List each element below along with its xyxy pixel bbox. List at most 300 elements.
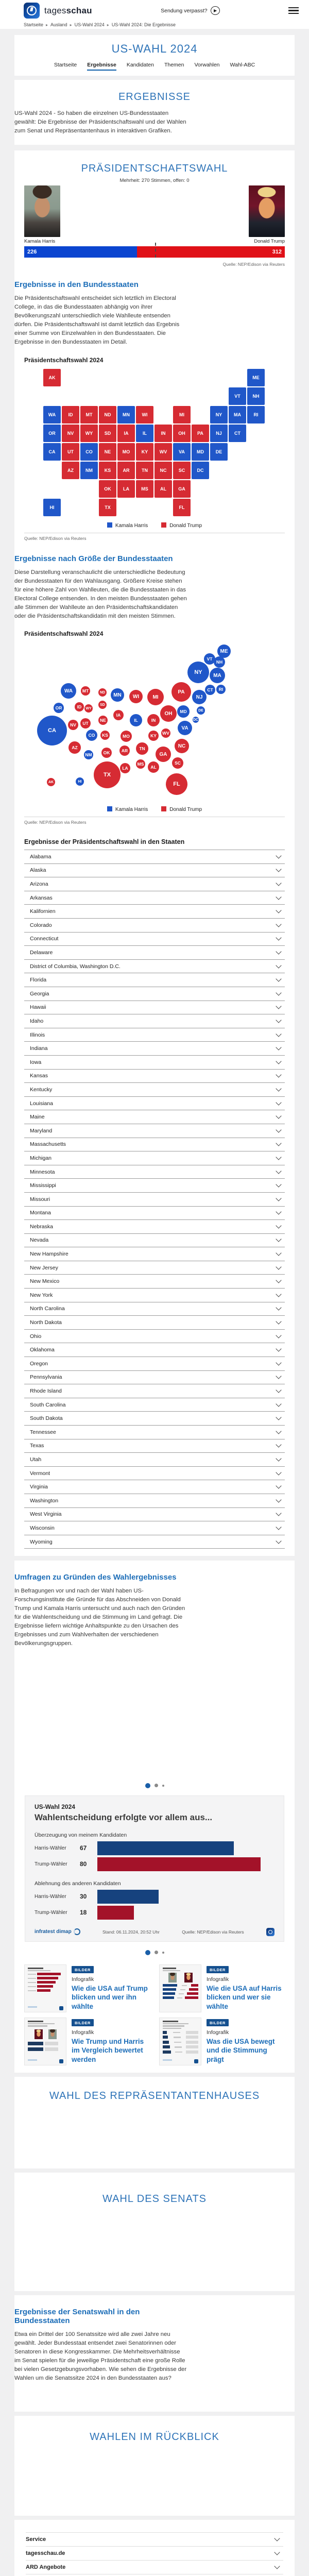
bar-row [35,1906,274,1920]
teaser-thumbnail[interactable] [159,1964,201,2012]
legend-swatch [161,522,166,528]
state-tile-KS[interactable]: KS [99,462,116,479]
breadcrumb-item[interactable]: Startseite [24,22,44,27]
size-section-heading: Ergebnisse nach Größe der Bundesstaaten [14,554,173,564]
state-bubble-NE[interactable]: NE [98,716,108,725]
state-accordion-row[interactable] [24,1124,285,1138]
chevron-down-icon [276,1004,281,1009]
teaser-meta [72,2018,150,2065]
president-card [14,150,295,1556]
chevron-down-icon [276,1428,281,1434]
state-bubble-NH[interactable]: NH [214,656,225,668]
state-tile-MT[interactable]: MT [80,406,98,423]
state-accordion-row[interactable] [24,1193,285,1207]
state-bubble-DC[interactable]: DC [193,717,199,723]
state-accordion-row[interactable] [24,1275,285,1289]
state-tile-NC[interactable]: NC [154,462,172,479]
state-name-label: Alabama [30,853,52,860]
breadcrumb [0,19,309,27]
state-tile-LA[interactable]: LA [117,480,135,498]
breadcrumb-item[interactable]: US-Wahl 2024: Die Ergebnisse [111,22,176,27]
dot[interactable] [154,1951,158,1954]
state-tile-ME[interactable]: ME [247,369,265,386]
state-tile-NE[interactable]: NE [99,443,116,461]
state-tile-WV[interactable]: WV [154,443,172,461]
chevron-down-icon [276,1455,281,1461]
bar-row [35,1857,274,1871]
infratest-dimap-logo: infratest dimap [35,1928,80,1935]
state-bubble-TX[interactable]: TX [94,761,121,788]
state-bubble-AR[interactable]: AR [119,745,130,756]
chevron-down-icon [274,2549,280,2555]
state-accordion-row[interactable] [24,1535,285,1549]
state-accordion-row[interactable] [24,1070,285,1083]
state-bubble-MA[interactable]: MA [210,668,225,683]
state-tile-OR[interactable]: OR [43,425,61,442]
chevron-down-icon [276,921,281,927]
state-accordion-row[interactable] [24,1453,285,1467]
state-accordion-row[interactable] [24,919,285,933]
infographic-teaser[interactable] [159,1964,285,2012]
state-bubble-SC[interactable]: SC [172,757,183,769]
state-bubble-NJ[interactable]: NJ [192,690,207,704]
state-bubble-AK[interactable]: AK [47,778,55,786]
state-accordion-row[interactable] [24,933,285,946]
state-name-label: Indiana [30,1045,48,1052]
state-accordion-row[interactable] [24,1357,285,1371]
state-bubble-DE[interactable]: DE [197,706,205,715]
state-accordion-row[interactable] [24,973,285,987]
state-name-label: Rhode Island [30,1388,62,1395]
state-name-label: Wyoming [30,1538,53,1545]
state-accordion-row[interactable] [24,1439,285,1453]
chart-source: Quelle: NEP/Edison via Reuters [182,1929,244,1935]
state-tile-CA[interactable]: CA [43,443,61,461]
state-tile-VT[interactable]: VT [229,387,246,405]
chevron-down-icon [276,894,281,900]
teaser-kicker: Infografik [207,2029,229,2036]
state-tile-IN[interactable]: IN [154,425,172,442]
state-accordion-row[interactable] [24,1165,285,1179]
state-accordion-row[interactable] [24,1001,285,1015]
state-bubble-MO[interactable]: MO [121,731,132,742]
legend-item: Donald Trump [161,522,202,529]
chevron-down-icon [276,1278,281,1283]
state-bubble-TN[interactable]: TN [136,742,148,755]
bubble-chart-label: Präsidentschaftswahl 2024 [24,630,104,638]
footer-accordion-row[interactable] [26,2533,283,2547]
state-tile-ND[interactable]: ND [99,406,116,423]
state-bubble-KY[interactable]: KY [148,731,159,741]
state-bubble-AL[interactable]: AL [148,761,159,773]
state-bubble-MN[interactable]: MN [111,688,124,702]
state-bubble-WI[interactable]: WI [129,690,143,703]
state-name-label: North Dakota [30,1319,62,1326]
chevron-down-icon [276,1127,281,1132]
state-tile-WA[interactable]: WA [43,406,61,423]
state-bubble-ME[interactable]: ME [217,645,231,658]
state-accordion-heading: Ergebnisse der Präsidentschaftswahl in den Staaten [24,838,185,846]
president-title: PRÄSIDENTSCHAFTSWAHL [81,162,228,174]
tab-ergebnisse[interactable]: Ergebnisse [87,62,116,71]
state-accordion-row[interactable] [24,1521,285,1535]
state-bubble-CA[interactable]: CA [37,716,67,745]
chart-title: Wahlentscheidung erfolgte vor allem aus... [35,1812,213,1822]
state-bubble-OH[interactable]: OH [160,705,177,722]
state-bubble-VA[interactable]: VA [178,721,192,735]
state-bubble-MS[interactable]: MS [136,759,145,769]
state-bubble-FL[interactable]: FL [166,773,187,795]
carousel-dots[interactable] [14,1950,295,1955]
legend-item: Donald Trump [161,806,202,812]
state-tile-OK[interactable]: OK [99,480,116,498]
state-name-label: Michigan [30,1155,52,1161]
state-bubble-IA[interactable]: IA [113,710,124,720]
footer-accordion-label: Service [26,2536,46,2543]
state-tile-WY[interactable]: WY [80,425,98,442]
chevron-down-icon [276,990,281,995]
teaser-thumbnail[interactable] [159,2018,201,2065]
trump-votes-bar: 312 [137,246,285,258]
state-tile-IL[interactable]: IL [136,425,153,442]
teaser-thumbnail[interactable] [24,1964,66,2012]
teaser-title-link[interactable]: Wie Trump und Harris im Vergleich bewertet werden [72,2037,144,2063]
retrospect-card [14,2416,295,2516]
state-accordion-row[interactable] [24,1412,285,1426]
state-bubble-NC[interactable]: NC [175,739,189,753]
state-name-label: Louisiana [30,1100,53,1107]
dot[interactable] [162,1952,164,1954]
state-tile-NM[interactable]: NM [80,462,98,479]
chevron-down-icon [276,1223,281,1228]
state-accordion-row[interactable] [24,1179,285,1193]
state-tile-DC[interactable]: DC [192,462,209,479]
state-name-label: Delaware [30,950,53,956]
electoral-college-graphic [14,185,295,255]
state-tile-MD[interactable]: MD [192,443,209,461]
state-name-label: District of Columbia, Washington D.C. [30,963,121,970]
state-name-label: Mississippi [30,1182,56,1189]
state-tile-MA[interactable]: MA [229,406,246,423]
state-accordion-row[interactable] [24,1384,285,1398]
state-name-label: Kansas [30,1073,48,1079]
state-tile-AL[interactable]: AL [154,480,172,498]
state-accordion-row[interactable] [24,1289,285,1302]
teaser-title-link[interactable]: Wie die USA auf Trump blicken und wer ihn wählte [72,1984,148,2010]
state-tile-MN[interactable]: MN [117,406,135,423]
state-bubble-NV[interactable]: NV [68,720,78,730]
chevron-down-icon [276,1181,281,1187]
state-name-label: Minnesota [30,1168,55,1175]
state-tile-OH[interactable]: OH [173,425,191,442]
state-accordion-row[interactable] [24,1343,285,1357]
state-bubble-WA[interactable]: WA [61,683,76,699]
state-bubble-ND[interactable]: ND [98,688,107,697]
state-accordion-row[interactable] [24,1316,285,1330]
infographic-teaser[interactable] [24,1964,150,2012]
donald-trump-photo [249,185,285,237]
bubble-legend [14,802,295,817]
state-bubble-WY[interactable]: WY [84,704,93,713]
state-accordion-row[interactable] [24,1042,285,1056]
state-tile-WI[interactable]: WI [136,406,153,423]
state-accordion-row[interactable] [24,1083,285,1097]
chevron-down-icon [274,2535,280,2541]
infographic-teaser[interactable] [159,2018,285,2065]
state-tile-TX[interactable]: TX [99,499,116,516]
legend-swatch [161,806,166,811]
state-tile-AK[interactable]: AK [43,369,61,386]
state-bubble-MT[interactable]: MT [81,686,90,696]
state-accordion-row[interactable] [24,1508,285,1522]
retrospect-title: WAHLEN IM RÜCKBLICK [90,2431,219,2443]
state-name-label: Nebraska [30,1223,53,1230]
bar [97,1857,261,1871]
results-intro-text: US-Wahl 2024 - So haben die einzelnen US-Bundesstaaten gewählt: Die Ergebnisse der Präsidentschaftswahl und der Wahlen zum Senat und Repräsentantenhaus in interaktiven Grafiken. [14,110,186,134]
state-bubble-IN[interactable]: IN [147,714,160,726]
chevron-down-icon [276,976,281,982]
teaser-thumbnail[interactable] [24,2018,66,2065]
state-accordion-row[interactable] [24,1234,285,1248]
state-accordion-row[interactable] [24,1097,285,1111]
state-tile-NV[interactable]: NV [62,425,79,442]
state-name-label: Connecticut [30,936,59,942]
state-tile-VA[interactable]: VA [173,443,191,461]
dot[interactable] [162,1785,164,1787]
chevron-down-icon [276,1017,281,1023]
state-accordion-row[interactable] [24,877,285,891]
chevron-down-icon [276,1154,281,1160]
state-accordion-row[interactable] [24,946,285,960]
state-name-label: Arkansas [30,894,53,901]
bar-value: 80 [80,1860,87,1868]
state-accordion-row[interactable] [24,1056,285,1070]
state-accordion-row[interactable] [24,1302,285,1316]
tagesschau-wordmark[interactable]: tagesschau [44,5,92,15]
state-name-label: New Jersey [30,1264,58,1271]
teaser-meta [207,2018,285,2065]
state-bubble-OK[interactable]: OK [101,748,112,758]
state-tile-SD[interactable]: SD [99,425,116,442]
state-name-label: West Virginia [30,1511,62,1518]
chevron-down-icon [276,908,281,913]
tab-themen[interactable]: Themen [164,62,184,68]
state-tile-NH[interactable]: NH [247,387,265,405]
state-bubble-CT[interactable]: CT [205,685,215,695]
breadcrumb-item[interactable]: US-Wahl 2024 [74,22,105,27]
play-icon[interactable]: ▶ [211,6,220,15]
chevron-down-icon [276,962,281,968]
footer-accordion [26,2532,283,2576]
state-tile-DE[interactable]: DE [210,443,228,461]
teaser-kicker: Infografik [207,1976,229,1982]
state-tile-UT[interactable]: UT [62,443,79,461]
size-section-text: Diese Darstellung veranschaulicht die unterschiedliche Bedeutung der Bundesstaaten für den Wahlausgang. Größere Kreise stehen für eine höhere Zahl von Wahlleuten, die die Bundesstaaten in das Electoral College entsenden. In den meisten Bundesstaaten gehen alle Stimmen der Wahlleute an den Präsidentschaftskandidaten oder die Präsidentschaftskandidatin mit den meisten Stimmen. [14,569,187,620]
chevron-down-icon [276,1045,281,1050]
teaser-meta [207,1964,285,2012]
state-tile-PA[interactable]: PA [192,425,209,442]
state-name-label: Iowa [30,1059,42,1065]
infographic-teaser[interactable] [24,2018,150,2065]
infographic-teasers [24,1964,285,2065]
state-accordion-row[interactable] [24,905,285,919]
state-accordion-row[interactable] [24,891,285,905]
chevron-down-icon [276,1264,281,1269]
state-name-label: Arizona [30,881,48,888]
harris-name-label: Kamala Harris [24,238,56,244]
state-bubble-OR[interactable]: OR [54,703,64,713]
tagesschau-logo-icon[interactable] [24,3,40,19]
state-accordion-row[interactable] [24,1220,285,1234]
state-name-label: New York [30,1292,53,1298]
state-bubble-AZ[interactable]: AZ [68,741,81,754]
state-accordion-row[interactable] [24,1247,285,1261]
chevron-down-icon [276,867,281,872]
state-bubble-SD[interactable]: SD [98,701,107,709]
state-accordion-row[interactable] [24,1151,285,1165]
state-bubble-HI[interactable]: HI [76,777,84,786]
state-bubble-IL[interactable]: IL [130,714,142,726]
state-tile-MO[interactable]: MO [117,443,135,461]
state-name-label: North Carolina [30,1306,65,1312]
state-tile-NJ[interactable]: NJ [210,425,228,442]
state-tile-KY[interactable]: KY [136,443,153,461]
teaser-title-link[interactable]: Wie die USA auf Harris blicken und wer sie wählte [207,1984,282,2010]
state-accordion-row[interactable] [24,1261,285,1275]
chevron-down-icon [276,1195,281,1201]
state-tile-RI[interactable]: RI [247,406,265,423]
state-name-label: Vermont [30,1470,50,1477]
state-accordion-row[interactable] [24,1110,285,1124]
state-accordion-row[interactable] [24,1398,285,1412]
state-name-label: Washington [30,1497,59,1504]
state-name-label: Pennsylvania [30,1374,62,1381]
state-bubble-LA[interactable]: LA [120,763,130,773]
state-bubble-NM[interactable]: NM [84,750,93,759]
state-tile-IA[interactable]: IA [117,425,135,442]
state-tile-CO[interactable]: CO [80,443,98,461]
polls-card [14,1561,295,2073]
state-tile-NY[interactable]: NY [210,406,228,423]
state-bubble-ID[interactable]: ID [75,702,84,711]
chevron-down-icon [276,1291,281,1297]
chevron-down-icon [276,1401,281,1406]
breadcrumb-item[interactable]: Ausland [50,22,67,27]
teaser-title-link[interactable]: Was die USA bewegt und die Stimmung prägt [207,2037,275,2063]
state-accordion-row[interactable] [24,1014,285,1028]
state-winner-map [43,369,266,517]
tab-vorwahlen[interactable]: Vorwahlen [194,62,220,68]
state-tile-AZ[interactable]: AZ [62,462,79,479]
state-tile-GA[interactable]: GA [173,480,191,498]
state-tile-ID[interactable]: ID [62,406,79,423]
state-bubble-WV[interactable]: WV [161,728,170,738]
bar-value: 67 [80,1844,87,1852]
state-accordion-row[interactable] [24,1494,285,1508]
chevron-down-icon [276,1141,281,1146]
footer-accordion-row[interactable] [26,2561,283,2574]
state-accordion-row[interactable] [24,1028,285,1042]
tab-startseite[interactable]: Startseite [54,62,77,68]
state-accordion-row[interactable] [24,1207,285,1221]
chevron-down-icon [276,1374,281,1379]
state-tile-AR[interactable]: AR [117,462,135,479]
state-name-label: Idaho [30,1018,44,1024]
state-accordion-row[interactable] [24,1371,285,1385]
state-bubble-MI[interactable]: MI [147,689,164,705]
harris-votes-bar: 226 [24,246,137,258]
dot-active[interactable] [145,1783,150,1788]
state-accordion-row[interactable] [24,1330,285,1344]
state-bubble-PA[interactable]: PA [171,682,191,702]
chevron-down-icon [276,948,281,954]
dot-active[interactable] [145,1950,150,1955]
state-bubble-VT[interactable]: VT [204,653,215,665]
state-name-label: New Hampshire [30,1251,68,1258]
state-bubble-CO[interactable]: CO [86,730,97,741]
state-tile-SC[interactable]: SC [173,462,191,479]
tab-kandidaten[interactable]: Kandidaten [126,62,154,68]
state-accordion-row[interactable] [24,1467,285,1481]
state-bubble-MD[interactable]: MD [177,705,190,718]
polls-text: In Befragungen vor und nach der Wahl haben US-Forschungsinstitute die Gründe für das Abschneiden von Donald Trump und Kamala Harris untersucht und auch nach den Gründen für die Wahlentscheidung und die Stimmung im Land gefragt. Die Ergebnisse liefern wichtige Anhaltspunkte zu den Ursachen des Ergebnisses und zum Wahlverhalten der verschiedenen Bevölkerungsgruppen. [14,1588,185,1647]
state-tile-CT[interactable]: CT [229,425,246,442]
chevron-down-icon [276,1031,281,1037]
bar-label: Harris-Wähler [35,1893,66,1900]
state-tile-MS[interactable]: MS [136,480,153,498]
breadcrumb-separator-icon: ▸ [70,23,72,27]
chevron-down-icon [276,1113,281,1118]
footer-accordion-row[interactable] [26,2547,283,2561]
state-tile-TN[interactable]: TN [136,462,153,479]
dot[interactable] [154,1784,158,1787]
state-tile-FL[interactable]: FL [173,499,191,516]
state-tile-HI[interactable]: HI [43,499,61,516]
tab-wahlabc[interactable]: Wahl-ABC [230,62,255,68]
states-section-text: Die Präsidentschaftswahl entscheidet sich letztlich im Electoral College, in das die Bundesstaaten abhängig von ihrer Bevölkerungszahl unterschiedlich viele Wahlleute entsenden dürfen. Die Präsidentschaftswahl ist damit letztlich das Ergebnis einer Summe von Einzelwahlen in den Bundesstaaten. Die Ergebnisse in den Bundesstaaten im Detail. [14,295,180,345]
state-size-bubble-map [14,641,295,802]
state-tile-MI[interactable]: MI [173,406,191,423]
hamburger-menu-icon[interactable] [288,7,299,14]
state-accordion-row[interactable] [24,850,285,864]
state-bubble-GA[interactable]: GA [156,747,171,762]
state-accordion-row[interactable] [24,960,285,974]
state-bubble-RI[interactable]: RI [216,685,226,694]
state-bubble-KS[interactable]: KS [100,731,110,740]
state-accordion-row[interactable] [24,987,285,1001]
state-name-label: Missouri [30,1196,50,1202]
state-accordion-row[interactable] [24,1426,285,1439]
senate-results-text: Etwa ein Drittel der 100 Senatssitze wird alle zwei Jahre neu gewählt. Jeder Bundesstaat entsendet zwei Senatorinnen oder Senatoren in diese Kongresskammer. Die Mehrheitsverhältnisse im Senat spielen für die jeweilige Präsidentschaft eine große Rolle bei vielen Gesetzgebungsvorhaben. Wie sehen die Ergebnisse der Wahlen um die Senatssitze 2024 in den Bundesstaaten aus? [14,2331,187,2381]
sendung-verpasst-link[interactable] [92,6,288,15]
state-name-label: South Dakota [30,1415,63,1422]
chart-stand: Stand: 06.11.2024, 20:52 Uhr [102,1929,160,1935]
chevron-down-icon [276,1415,281,1420]
state-accordion-row[interactable] [24,1480,285,1494]
state-accordion-row[interactable] [24,864,285,878]
footer-accordion-row[interactable] [26,2574,283,2576]
map-legend [14,518,295,533]
chevron-down-icon [276,1250,281,1256]
chevron-down-icon [276,1168,281,1174]
chevron-down-icon [276,935,281,941]
ard-logo-icon [266,1928,274,1936]
state-accordion-row[interactable] [24,1138,285,1152]
chevron-down-icon [276,1524,281,1530]
state-bubble-UT[interactable]: UT [80,718,91,728]
state-bubble-NY[interactable]: NY [187,662,209,683]
carousel-dots[interactable] [14,1783,295,1788]
